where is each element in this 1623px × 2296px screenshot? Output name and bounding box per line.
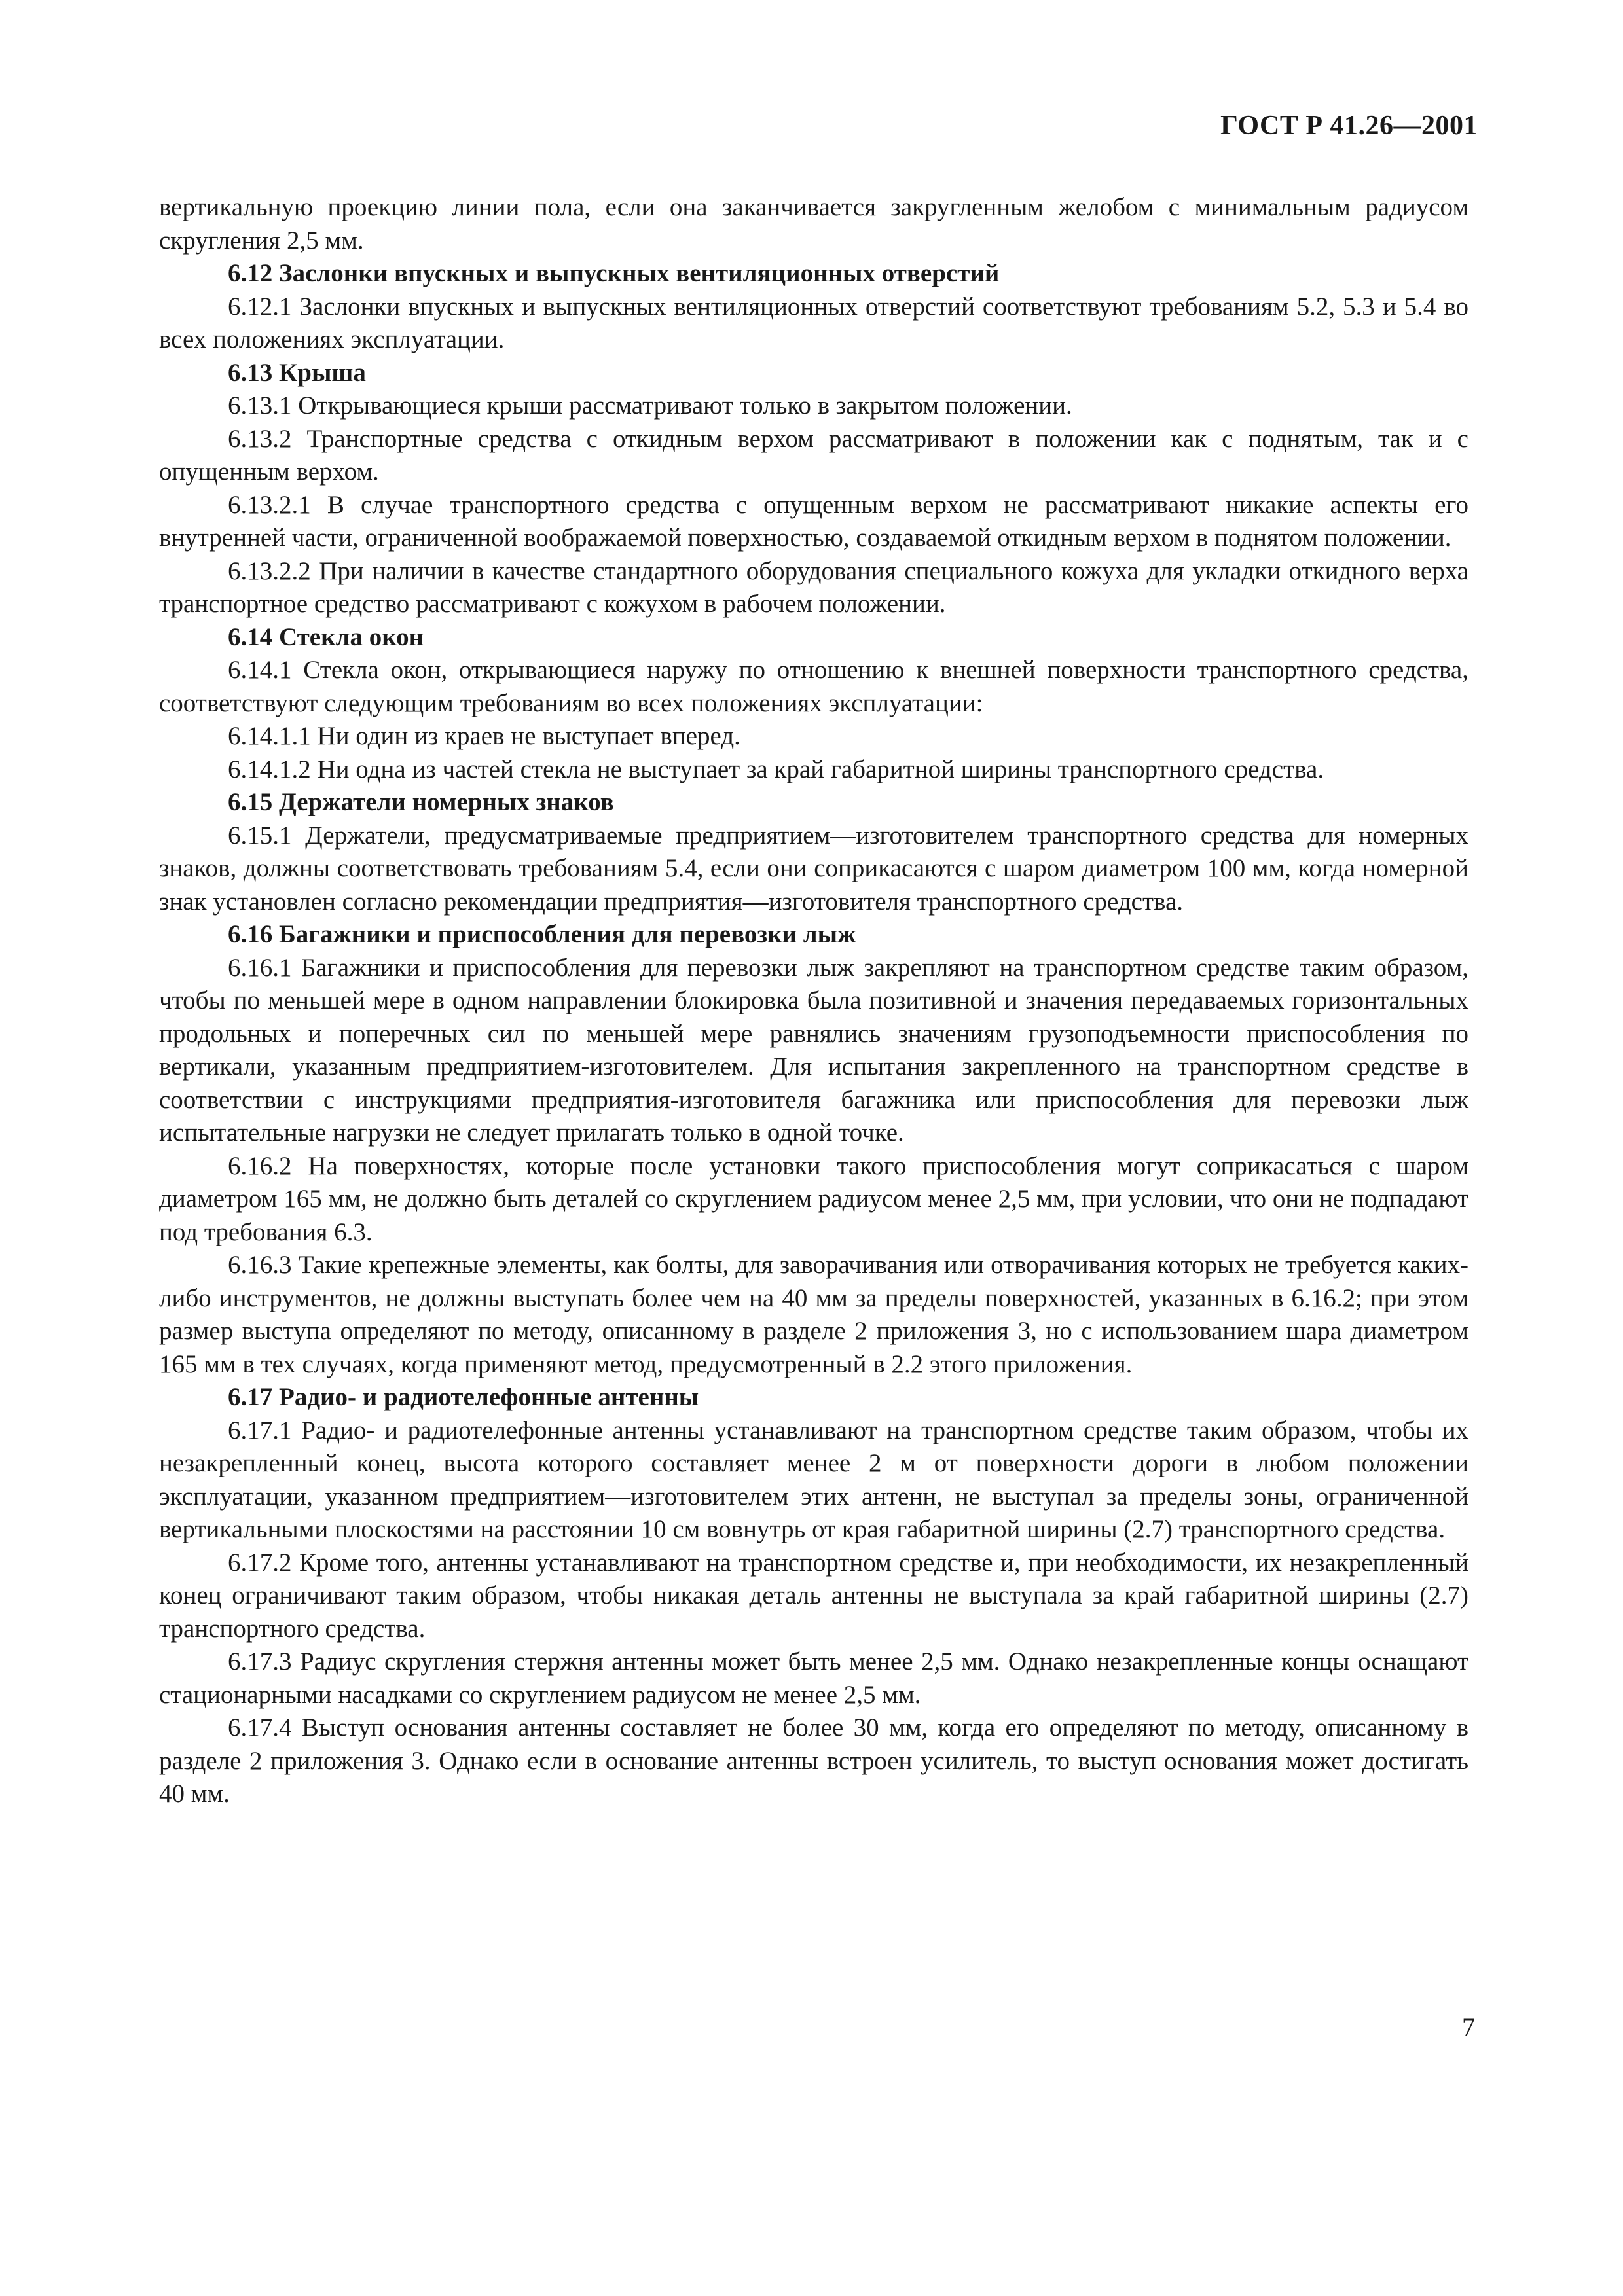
paragraph: 6.12.1 Заслонки впускных и выпускных вентиляционных отверстий соответствуют требованиям 5.2, 5.3 и 5.4 во всех положениях эксплуатации. [159,292,1468,353]
paragraph: 6.14.1.2 Ни одна из частей стекла не выступает за край габаритной ширины транспортного средства. [228,755,1324,783]
section-heading: 6.14 Стекла окон [228,622,424,651]
paragraph: 6.14.1.1 Ни один из краев не выступает вперед. [228,722,740,750]
paragraph: 6.15.1 Держатели, предусматриваемые предприятием—изготовителем транспортного средства для номерных знаков, должны соответствовать требованиям 5.4, если они соприкасаются с шаром диаметром 100 мм, когда номерной знак установлен согласно рекомендации предприятия—изготовителя транспортного средства. [159,821,1468,916]
paragraph: 6.13.2.2 При наличии в качестве стандартного оборудования специального кожуха для укладки откидного верха транспортное средство рассматривают с кожухом в рабочем положении. [159,556,1468,618]
paragraph: 6.17.3 Радиус скругления стержня антенны может быть менее 2,5 мм. Однако незакрепленные концы оснащают стационарными насадками со скруглением радиусом не менее 2,5 мм. [159,1647,1468,1709]
paragraph: 6.17.4 Выступ основания антенны составляет не более 30 мм, когда его определяют по методу, описанному в разделе 2 приложения 3. Однако если в основание антенны встроен усилитель, то выступ основания может достигать 40 мм. [159,1713,1468,1808]
page-number: 7 [1462,2013,1475,2042]
document-body [159,191,1468,1811]
paragraph: 6.17.2 Кроме того, антенны устанавливают на транспортном средстве и, при необходимости, их незакрепленный конец ограничивают таким образом, чтобы никакая деталь антенны не выступала за край габаритной ширины (2.7) транспортного средства. [159,1548,1468,1643]
paragraph: 6.16.1 Багажники и приспособления для перевозки лыж закрепляют на транспортном средстве таким образом, чтобы по меньшей мере в одном направлении блокировка была позитивной и значения передаваемых горизонтальных продольных и поперечных сил по меньшей мере равнялись значениям грузоподъемности приспособления по вертикали, указанным предприятием-изготовителем. Для испытания закрепленного на транспортном средстве в соответствии с инструкциями предприятия-изготовителя багажника или приспособления для перевозки лыж испытательные нагрузки не следует прилагать только в одной точке. [159,953,1468,1147]
paragraph: 6.14.1 Стекла окон, открывающиеся наружу по отношению к внешней поверхности транспортного средства, соответствуют следующим требованиям во всех положениях эксплуатации: [159,656,1468,717]
section-heading: 6.15 Держатели номерных знаков [228,788,614,816]
paragraph: 6.13.1 Открывающиеся крыши рассматривают только в закрытом положении. [228,391,1072,420]
paragraph: 6.16.2 На поверхностях, которые после установки такого приспособления могут соприкасаться с шаром диаметром 165 мм, не должно быть деталей со скруглением радиусом менее 2,5 мм, при условии, что они не подпадают под требования 6.3. [159,1151,1468,1246]
document-header: ГОСТ Р 41.26—2001 [1220,111,1478,141]
section-heading: 6.17 Радио- и радиотелефонные антенны [228,1383,699,1411]
section-heading: 6.13 Крыша [228,358,366,387]
paragraph: 6.13.2.1 В случае транспортного средства с опущенным верхом не рассматривают никакие аспекты его внутренней части, ограниченной воображаемой поверхностью, создаваемой откидным верхом в поднятом положении. [159,490,1468,552]
paragraph: вертикальную проекцию линии пола, если она заканчивается закругленным желобом с минимальным радиусом скругления 2,5 мм. [159,193,1468,255]
paragraph: 6.16.3 Такие крепежные элементы, как болты, для заворачивания или отворачивания которых не требуется каких-либо инструментов, не должны выступать более чем на 40 мм за пределы поверхностей, указанных в 6.16.2; при этом размер выступа определяют по методу, описанному в разделе 2 приложения 3, но с использованием шара диаметром 165 мм в тех случаях, когда применяют метод, предусмотренный в 2.2 этого приложения. [159,1251,1468,1378]
paragraph: 6.17.1 Радио- и радиотелефонные антенны устанавливают на транспортном средстве таким образом, чтобы их незакрепленный конец, высота которого составляет менее 2 м от поверхности дороги в любом положении эксплуатации, указанном предприятием—изготовителем этих антенн, не выступал за пределы зоны, ограниченной вертикальными плоскостями на расстоянии 10 см вовнутрь от края габаритной ширины (2.7) транспортного средства. [159,1416,1468,1543]
paragraph: 6.13.2 Транспортные средства с откидным верхом рассматривают в положении как с поднятым, так и с опущенным верхом. [159,424,1468,486]
section-heading: 6.16 Багажники и приспособления для перевозки лыж [228,920,856,948]
section-heading: 6.12 Заслонки впускных и выпускных вентиляционных отверстий [228,259,1000,287]
